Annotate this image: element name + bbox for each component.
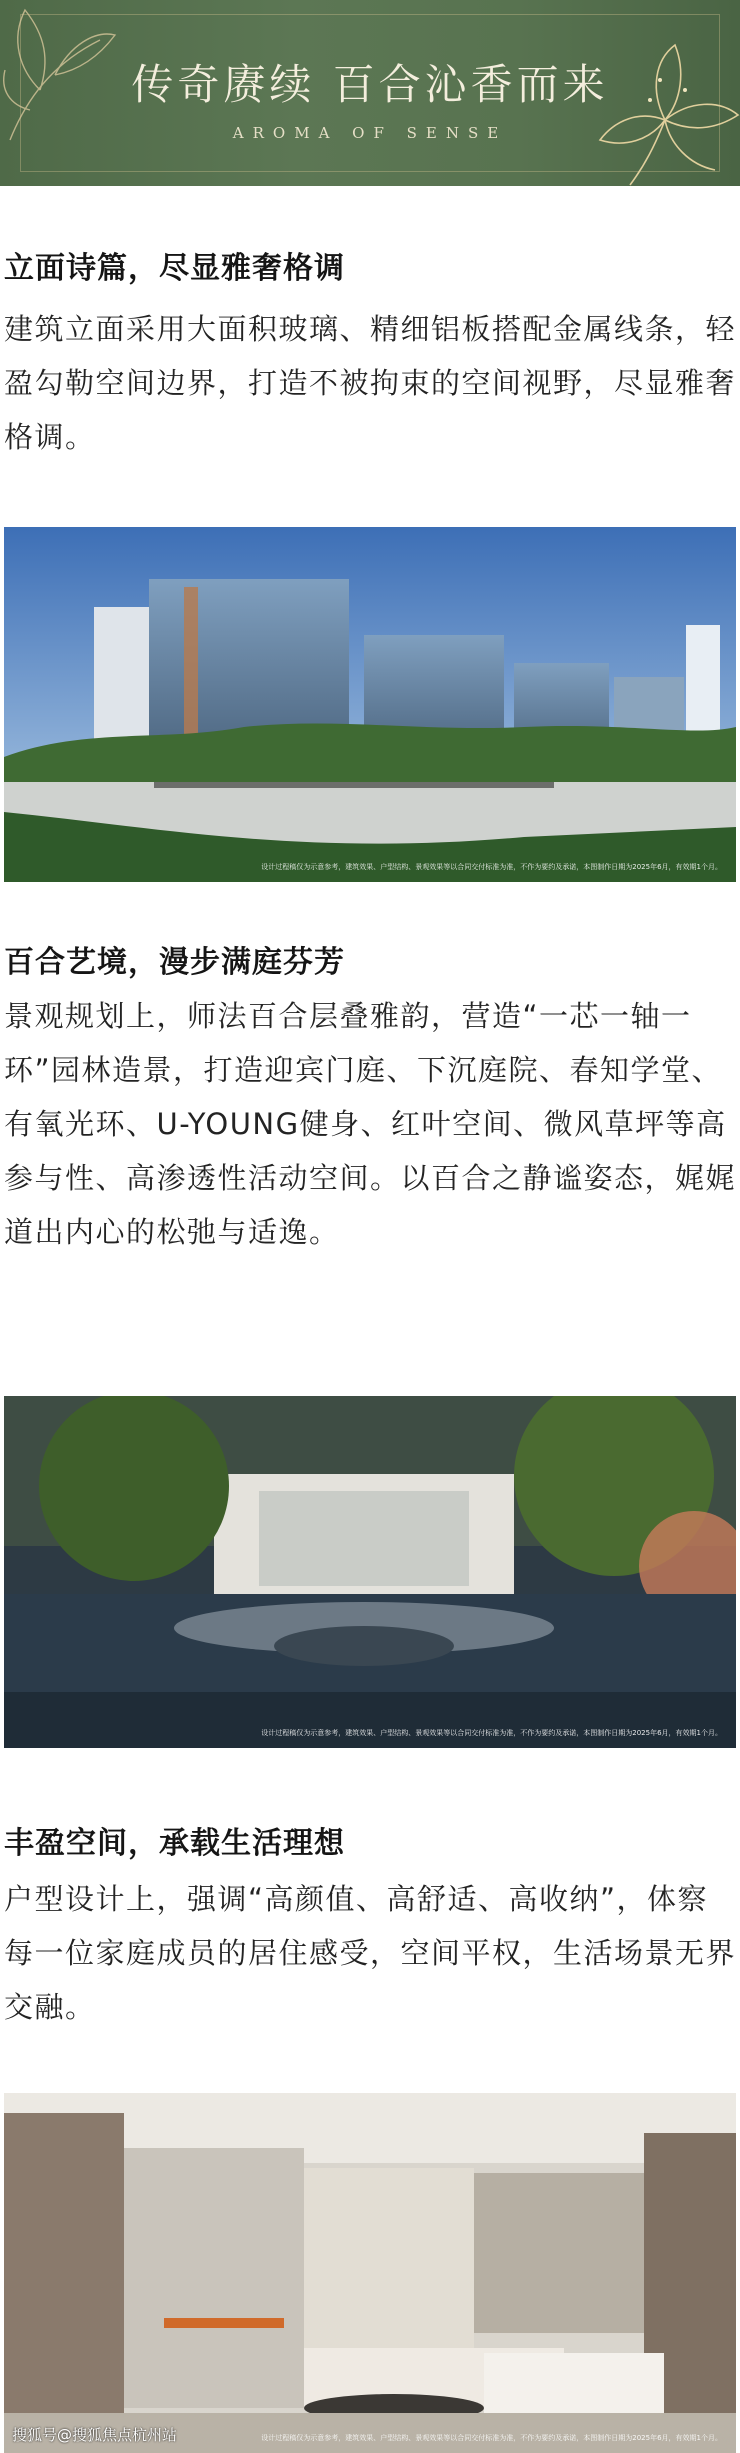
banner-subtitle: AROMA OF SENSE [232,124,508,142]
section-1-body: 建筑立面采用大面积玻璃、精细铝板搭配金属线条，轻盈勾勒空间边界，打造不被拘束的空间视野，尽显雅奢格调。 [4,312,737,454]
section-1-heading: 立面诗篇，尽显雅奢格调 [4,251,345,286]
building-facade-image [4,527,736,882]
interior-living-room-image [4,2093,736,2453]
courtyard-garden-image [4,1396,736,1748]
section-3-body: 户型设计上，强调“高颜值、高舒适、高收纳”，体察每一位家庭成员的居住感受，空间平权，生活场景无界交融。 [4,1882,737,2024]
section-2-heading: 百合艺境，漫步满庭芬芳 [4,945,345,980]
image-3-disclaimer: 设计过程稿仅为示意参考，建筑效果、户型结构、景观效果等以合同交付标准为准，不作为要约及承诺，本图制作日期为2025年6月，有效期1个月。 [261,2434,722,2442]
source-watermark: 搜狐号@搜狐焦点杭州站 [12,2426,178,2444]
image-1-disclaimer: 设计过程稿仅为示意参考，建筑效果、户型结构、景观效果等以合同交付标准为准，不作为要约及承诺，本图制作日期为2025年6月，有效期1个月。 [261,863,722,871]
section-3-heading: 丰盈空间，承载生活理想 [4,1826,345,1861]
header-banner [0,0,740,186]
banner-title: 传奇赓续 百合沁香而来 [131,60,609,109]
image-2-disclaimer: 设计过程稿仅为示意参考，建筑效果、户型结构、景观效果等以合同交付标准为准，不作为要约及承诺，本图制作日期为2025年6月，有效期1个月。 [261,1729,722,1737]
section-2-body: 景观规划上，师法百合层叠雅韵，营造“一芯一轴一环”园林造景，打造迎宾门庭、下沉庭院、春知学堂、有氧光环、U-YOUNG健身、红叶空间、微风草坪等高参与性、高渗透性活动空间。以百合之静谧姿态，娓娓道出内心的松弛与适逸。 [4,999,737,1249]
